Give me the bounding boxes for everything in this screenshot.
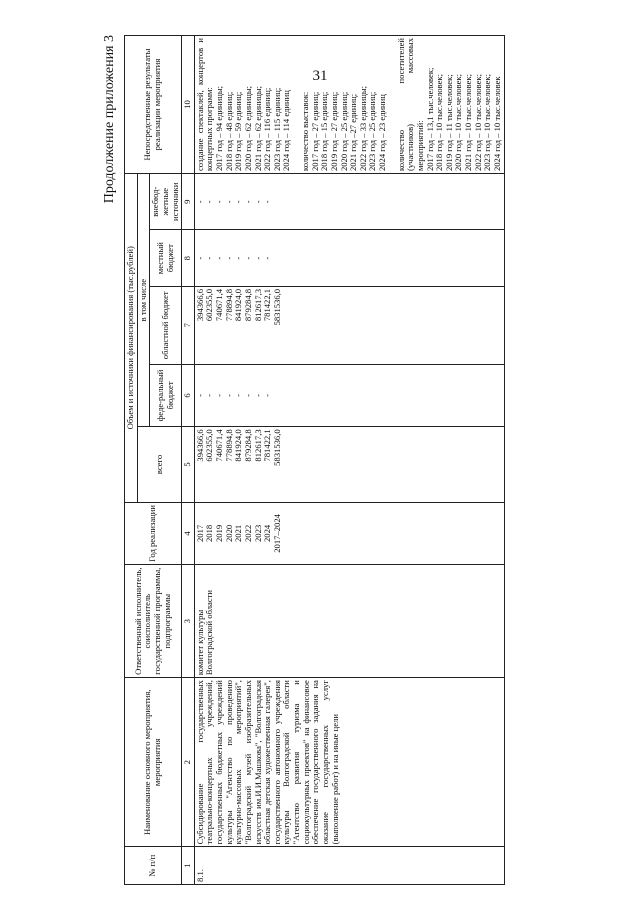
header-num: № п/п — [125, 847, 182, 885]
col-number: 9 — [182, 174, 195, 230]
results-item: 2019 год – 11 тыс.человек; — [443, 74, 454, 172]
table-row — [194, 36, 504, 885]
extra-value: - — [194, 200, 205, 204]
total-value: 740671,4 — [214, 429, 224, 462]
results-item: 2022 год – 33 единицы; — [357, 85, 368, 172]
local-value: - — [262, 256, 273, 260]
federal-value: - — [194, 394, 205, 397]
federal-cell — [194, 364, 504, 427]
results-item: 2017 год – 13,1 тыс.человек; — [424, 67, 435, 172]
year-value: 2018 — [204, 524, 215, 542]
results-item: 2022 год – 116 единиц; — [262, 87, 273, 172]
results-item: 2020 год – 25 единиц; — [338, 91, 349, 172]
results-item: 2022 год – 10 тыс.человек; — [472, 74, 483, 172]
col-number: 7 — [182, 286, 195, 364]
results-item: 2021 год –27 единиц; — [348, 93, 359, 172]
results-intro: количество выставок: — [300, 91, 310, 172]
header-results: Непосредственные результаты реализации мероприятия — [125, 36, 182, 174]
header-row-1 — [125, 36, 138, 885]
regional-cell — [194, 286, 504, 364]
regional-value: 812617,3 — [252, 288, 263, 322]
year-value: 2019 — [214, 524, 224, 542]
results-item: 2017 год – 27 единиц; — [309, 91, 320, 172]
col-number: 4 — [182, 502, 195, 565]
header-incl: в том числе — [137, 174, 150, 427]
col-number: 10 — [182, 36, 195, 174]
federal-value: - — [214, 394, 224, 397]
header-responsible: Ответственный исполнитель, соисполнитель государственной программы, подпрограммы — [125, 565, 182, 678]
results-item: 2023 год – 10 тыс.человек; — [482, 74, 493, 172]
federal-value: - — [223, 394, 234, 397]
header-total: всего — [137, 427, 182, 502]
results-item: 2024 год – 114 единиц — [281, 90, 292, 172]
col-number: 3 — [182, 565, 195, 678]
header-extra: внебюд-жетные источники — [150, 174, 182, 230]
results-item: 2020 год – 62 единицы; — [242, 85, 253, 172]
results-intro: количество посетителей (участников) массовых мероприятий: — [395, 38, 425, 172]
federal-value: - — [233, 394, 244, 397]
year-value: 2020 — [223, 524, 234, 542]
row-number: 8.1. — [194, 847, 504, 885]
results-item: 2023 год – 115 единиц; — [271, 87, 282, 172]
extra-value: - — [223, 200, 234, 204]
col-number: 6 — [182, 364, 195, 427]
continuation-label: Продолжение приложения 3 — [102, 35, 117, 204]
regional-value: 394366,6 — [194, 288, 205, 322]
local-value: - — [214, 256, 224, 260]
local-value: - — [223, 256, 234, 260]
total-value: 841924,0 — [233, 429, 244, 462]
total-value: 602355,0 — [204, 429, 215, 462]
results-item: 2024 год – 10 тыс.человек — [491, 76, 502, 172]
regional-value: 740671,4 — [214, 288, 224, 322]
year-value: 2021 — [233, 524, 244, 542]
page-number: 31 — [312, 68, 328, 84]
results-item: 2024 год – 23 единиц — [377, 94, 387, 172]
federal-value: - — [204, 394, 215, 397]
year-value: 2022 — [242, 524, 253, 542]
header-regional: областной бюджет — [150, 286, 182, 364]
results-cell — [194, 36, 504, 174]
results-item: 2019 год – 27 единиц; — [328, 91, 339, 172]
regional-value: 841924,0 — [233, 288, 244, 322]
results-intro: создание спектаклей, концертов и концертных программ: — [194, 38, 215, 172]
results-item: 2018 год – 48 единиц; — [223, 91, 234, 172]
extra-cell — [194, 174, 504, 230]
funding-table — [124, 35, 505, 885]
federal-value: - — [242, 394, 253, 397]
year-value: 2024 — [262, 524, 273, 542]
local-value: - — [242, 256, 253, 260]
results-item: 2017 год – 94 единицы; — [214, 85, 224, 172]
regional-value: 602355,0 — [204, 288, 215, 322]
regional-value: 5831536,0 — [271, 288, 282, 326]
header-local: местный бюджет — [150, 230, 182, 286]
total-value: 5831536,0 — [271, 429, 282, 466]
regional-value: 781422,1 — [262, 288, 273, 322]
regional-value: 879284,8 — [242, 288, 253, 322]
year-value: 2023 — [252, 524, 263, 542]
federal-value: - — [252, 394, 263, 397]
extra-value: - — [204, 200, 215, 204]
extra-value: - — [242, 200, 253, 204]
federal-value: - — [262, 394, 273, 397]
results-item: 2019 год – 59 единиц; — [233, 91, 244, 172]
extra-value: - — [214, 200, 224, 204]
activity-name: Субсидирование государственных театрально-концертных учреждений, государственных бюджетных учреждений культуры "Агентство по проведению культурно-массовых мероприятий", "Волгоградский музей изобразительных искусств им.И.И.Машкова", "Волгоградская областная детская художественная галерея", государственного автономного учреждения культуры Волгоградской области "Агентство развития туризма и социокультурных проектов" на финансовое обеспечение государственного задания на оказание государственных услуг (выполнение работ) и на иные цели — [194, 678, 504, 847]
total-value: 394366,6 — [194, 429, 205, 462]
local-cell — [194, 230, 504, 286]
header-name: Наименование основного мероприятия, мероприятия — [125, 678, 182, 847]
responsible-executor: комитет культуры Волгоградской области — [194, 565, 504, 678]
results-item: 2023 год – 25 единиц; — [367, 91, 378, 172]
col-number: 2 — [182, 678, 195, 847]
year-value: 2017–2024 — [271, 514, 282, 553]
extra-value: - — [262, 200, 273, 204]
local-value: - — [252, 256, 263, 260]
local-value: - — [194, 256, 205, 260]
totals-cell — [194, 427, 504, 502]
rotated-table-block — [102, 23, 640, 893]
results-item: 2020 год – 10 тыс.человек; — [453, 74, 464, 172]
col-number: 5 — [182, 427, 195, 502]
results-item: 2018 год – 15 единиц; — [319, 91, 330, 172]
total-value: 778894,8 — [223, 429, 234, 462]
col-number: 1 — [182, 847, 195, 885]
header-funding: Объем и источники финансирования (тыс.рублей) — [125, 174, 138, 503]
local-value: - — [204, 256, 215, 260]
total-value: 879284,8 — [242, 429, 253, 462]
results-item: 2021 год – 62 единицы; — [252, 85, 263, 172]
results-item: 2018 год – 10 тыс.человек; — [434, 74, 445, 172]
local-value: - — [233, 256, 244, 260]
total-value: 781422,1 — [262, 429, 273, 462]
extra-value: - — [252, 200, 263, 204]
column-number-row — [182, 36, 195, 885]
year-value: 2017 — [194, 524, 205, 542]
total-value: 812617,3 — [252, 429, 263, 462]
header-year: Год реализации — [125, 502, 182, 565]
regional-value: 778894,8 — [223, 288, 234, 322]
results-item: 2021 год – 10 тыс.человек; — [463, 74, 473, 172]
col-number: 8 — [182, 230, 195, 286]
years-cell — [194, 502, 504, 565]
extra-value: - — [233, 200, 244, 204]
header-federal: феде-ральный бюджет — [150, 364, 182, 427]
